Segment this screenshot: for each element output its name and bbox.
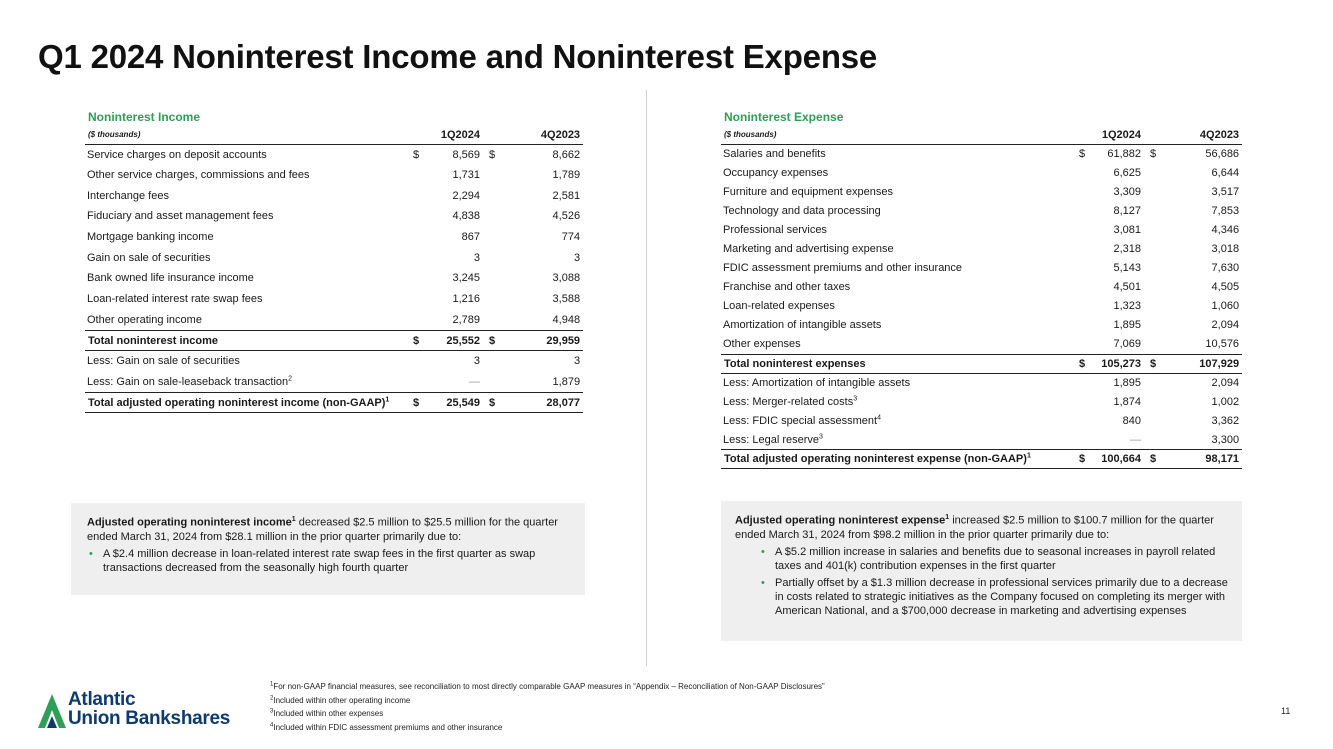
bullet-text: A $5.2 million increase in salaries and benefits due to seasonal increases in payroll related taxes and 401(k) contribution expenses in the first quarter bbox=[775, 545, 1216, 572]
column-divider bbox=[646, 90, 647, 666]
footnote-line bbox=[270, 694, 825, 708]
adjustment-row bbox=[721, 430, 1242, 449]
value-1q2024: 1,895 bbox=[1113, 319, 1141, 332]
value-4q2023: 2,094 bbox=[1211, 319, 1240, 332]
row-label: Loan-related expenses bbox=[723, 300, 835, 313]
footnote-number: 2 bbox=[270, 694, 274, 701]
value-1q2024: 3 bbox=[473, 251, 480, 264]
row-label: Total adjusted operating noninterest expense (non-GAAP)$^1$ bbox=[721, 450, 1073, 469]
value-1q2024: — bbox=[1130, 433, 1141, 446]
currency-symbol bbox=[1073, 335, 1097, 354]
value-4q2023: 98,171 bbox=[1174, 450, 1242, 469]
value-4q2023: 4,505 bbox=[1211, 281, 1240, 294]
currency-symbol: $ bbox=[489, 148, 496, 161]
logo-wordmark bbox=[68, 690, 230, 728]
value-1q2024: 3,309 bbox=[1113, 185, 1141, 198]
column-header-4q2023: 4Q2023 bbox=[1144, 126, 1242, 144]
row-label: Other expenses bbox=[723, 338, 801, 351]
value-1q2024: 5,143 bbox=[1113, 262, 1141, 275]
bullet-text: A $2.4 million decrease in loan-related interest rate swap fees in the first quarter as swap transactions decreased from the seasonally high fourth quarter bbox=[103, 547, 536, 574]
row-label: Bank owned life insurance income bbox=[87, 272, 254, 285]
value-4q2023: 2,581 bbox=[552, 189, 581, 202]
currency-symbol bbox=[407, 206, 427, 227]
footnote-text: Included within other expenses bbox=[273, 709, 384, 718]
value-4q2023: 4,948 bbox=[552, 313, 581, 326]
value-4q2023: 1,879 bbox=[552, 375, 581, 388]
table-row bbox=[721, 297, 1242, 316]
currency-symbol bbox=[407, 247, 427, 268]
currency-symbol bbox=[407, 310, 427, 331]
value-4q2023: 3,018 bbox=[1211, 243, 1240, 256]
row-label: Less: Merger-related costs$^3$ bbox=[723, 395, 858, 408]
footnote-text: For non-GAAP financial measures, see reconciliation to most directly comparable GAAP measures in “Appendix – Reconciliation of Non-GAAP Disclosures” bbox=[273, 682, 825, 691]
value-4q2023: 28,077 bbox=[503, 392, 583, 413]
footnotes bbox=[270, 680, 825, 734]
currency-symbol bbox=[483, 165, 503, 186]
currency-symbol bbox=[407, 165, 427, 186]
bullet-item bbox=[759, 545, 1228, 573]
column-header-1q2024: 1Q2024 bbox=[407, 126, 483, 144]
value-4q2023: 3,588 bbox=[552, 293, 581, 306]
row-label: Amortization of intangible assets bbox=[723, 319, 882, 332]
currency-symbol bbox=[1073, 163, 1097, 182]
currency-symbol bbox=[1144, 182, 1174, 201]
value-1q2024: 1,216 bbox=[452, 293, 480, 306]
table-row bbox=[85, 185, 583, 206]
currency-symbol bbox=[1073, 411, 1097, 430]
row-label: Less: Legal reserve$^3$ bbox=[723, 433, 823, 446]
currency-symbol bbox=[1144, 392, 1174, 411]
value-1q2024: 1,874 bbox=[1113, 395, 1141, 408]
value-4q2023: 3,362 bbox=[1211, 414, 1240, 427]
row-label: Gain on sale of securities bbox=[87, 251, 211, 264]
bullet-dot: • bbox=[89, 547, 93, 560]
row-label: Service charges on deposit accounts bbox=[87, 148, 267, 161]
footnote-marker: 3 bbox=[853, 395, 858, 403]
currency-symbol bbox=[1144, 220, 1174, 239]
value-1q2024: 100,664 bbox=[1097, 450, 1144, 469]
currency-symbol bbox=[407, 372, 427, 393]
row-label: Less: Gain on sale-leaseback transaction$^2$ bbox=[87, 375, 293, 388]
noninterest-income-table bbox=[85, 110, 583, 413]
income-note-text: decreased $2.5 million to $25.5 million for the quarter ended March 31, 2024 from $28.1 million in the prior quarter primarily due to: bbox=[87, 516, 558, 543]
row-label: FDIC assessment premiums and other insurance bbox=[723, 262, 963, 275]
table-heading: Noninterest Expense bbox=[724, 110, 844, 124]
bullet-dot: • bbox=[761, 545, 765, 558]
row-label: Salaries and benefits bbox=[723, 147, 826, 160]
value-1q2024: 61,882 bbox=[1107, 147, 1141, 160]
column-header-row bbox=[85, 126, 583, 144]
value-4q2023: 107,929 bbox=[1174, 354, 1242, 373]
value-1q2024: 1,731 bbox=[452, 169, 480, 182]
currency-symbol bbox=[1144, 239, 1174, 258]
value-1q2024: 1,895 bbox=[1113, 376, 1141, 389]
value-4q2023: 7,630 bbox=[1211, 262, 1240, 275]
currency-symbol bbox=[1073, 239, 1097, 258]
currency-symbol: $ bbox=[1073, 354, 1097, 373]
currency-symbol bbox=[1073, 220, 1097, 239]
currency-symbol: $ bbox=[483, 330, 503, 351]
value-4q2023: 1,060 bbox=[1211, 300, 1240, 313]
value-1q2024: 105,273 bbox=[1097, 354, 1144, 373]
noninterest-expense-table bbox=[721, 110, 1242, 469]
currency-symbol bbox=[407, 185, 427, 206]
units-label: ($ thousands) bbox=[721, 126, 1073, 144]
row-label: Marketing and advertising expense bbox=[723, 243, 894, 256]
table-row bbox=[85, 227, 583, 248]
value-4q2023: 3,517 bbox=[1211, 185, 1240, 198]
adjustment-row bbox=[721, 392, 1242, 411]
row-label: Professional services bbox=[723, 223, 827, 236]
adjustment-row bbox=[721, 373, 1242, 392]
currency-symbol bbox=[1073, 392, 1097, 411]
currency-symbol bbox=[1073, 297, 1097, 316]
currency-symbol: $ bbox=[413, 148, 420, 161]
expense-note-bullets bbox=[735, 545, 1228, 618]
row-label: Loan-related interest rate swap fees bbox=[87, 293, 263, 306]
footnote-marker: 2 bbox=[288, 375, 293, 382]
value-4q2023: 4,346 bbox=[1211, 223, 1240, 236]
expense-note-lead: Adjusted operating noninterest expense bbox=[735, 514, 946, 527]
currency-symbol bbox=[1144, 430, 1174, 449]
value-1q2024: 3 bbox=[473, 355, 480, 368]
row-label: Other service charges, commissions and fees bbox=[87, 169, 310, 182]
table-row bbox=[721, 239, 1242, 258]
footnote-line bbox=[270, 721, 825, 735]
logo-line-1: Atlantic bbox=[68, 689, 136, 710]
income-note-bullets bbox=[87, 547, 569, 575]
currency-symbol bbox=[1144, 163, 1174, 182]
currency-symbol bbox=[483, 310, 503, 331]
currency-symbol bbox=[1144, 201, 1174, 220]
table-row bbox=[721, 182, 1242, 201]
units-label: ($ thousands) bbox=[85, 126, 407, 144]
currency-symbol bbox=[407, 351, 427, 372]
table-row bbox=[721, 163, 1242, 182]
expense-note-lead-sup: 1 bbox=[945, 514, 950, 521]
table-heading: Noninterest Income bbox=[88, 110, 201, 124]
value-4q2023: 1,002 bbox=[1211, 395, 1240, 408]
currency-symbol bbox=[1144, 278, 1174, 297]
value-4q2023: 1,789 bbox=[552, 169, 581, 182]
value-1q2024: 4,501 bbox=[1113, 281, 1141, 294]
currency-symbol bbox=[483, 185, 503, 206]
value-1q2024: 840 bbox=[1122, 414, 1141, 427]
footnote-text: Included within other operating income bbox=[273, 695, 411, 705]
row-label: Franchise and other taxes bbox=[723, 281, 851, 294]
currency-symbol bbox=[1073, 430, 1097, 449]
logo-mountain-icon bbox=[38, 694, 66, 728]
column-header-row bbox=[721, 126, 1242, 144]
value-1q2024: 4,838 bbox=[452, 210, 480, 223]
value-1q2024: 2,294 bbox=[452, 189, 480, 202]
value-4q2023: 4,526 bbox=[552, 210, 581, 223]
value-4q2023: 6,644 bbox=[1211, 166, 1240, 179]
currency-symbol bbox=[1073, 373, 1097, 392]
footnote-number: 1 bbox=[270, 681, 274, 688]
table-row bbox=[721, 201, 1242, 220]
adjusted-total-row bbox=[85, 392, 583, 413]
total-row bbox=[721, 354, 1242, 373]
row-label: Less: FDIC special assessment$^4$ bbox=[723, 414, 881, 427]
row-label: Total noninterest expenses bbox=[721, 354, 1073, 373]
currency-symbol: $ bbox=[407, 330, 427, 351]
value-1q2024: 2,789 bbox=[452, 313, 480, 326]
footnote-marker: 1 bbox=[385, 395, 390, 403]
company-logo bbox=[38, 690, 258, 734]
row-label: Mortgage banking income bbox=[87, 231, 214, 244]
value-4q2023: 29,959 bbox=[503, 330, 583, 351]
table-row bbox=[721, 144, 1242, 163]
currency-symbol bbox=[483, 268, 503, 289]
table-row bbox=[721, 220, 1242, 239]
table-row bbox=[721, 335, 1242, 354]
currency-symbol bbox=[407, 289, 427, 310]
value-1q2024: 8,569 bbox=[452, 148, 480, 161]
currency-symbol: $ bbox=[407, 392, 427, 413]
currency-symbol bbox=[1144, 316, 1174, 335]
currency-symbol bbox=[1144, 373, 1174, 392]
footnote-line bbox=[270, 707, 825, 721]
row-label: Technology and data processing bbox=[723, 204, 881, 217]
expense-commentary-box bbox=[721, 501, 1242, 641]
value-1q2024: 3,081 bbox=[1113, 223, 1141, 236]
row-label: Fiduciary and asset management fees bbox=[87, 210, 274, 223]
logo-line-2: Union Bankshares bbox=[68, 708, 231, 729]
income-note-lead-sup: 1 bbox=[291, 516, 296, 523]
income-commentary-box bbox=[71, 503, 585, 595]
row-label: Less: Amortization of intangible assets bbox=[723, 376, 911, 389]
table-row bbox=[85, 144, 583, 165]
currency-symbol bbox=[1073, 278, 1097, 297]
footnote-number: 3 bbox=[270, 708, 274, 715]
value-1q2024: 25,552 bbox=[427, 330, 483, 351]
row-label: Furniture and equipment expenses bbox=[723, 185, 893, 198]
value-1q2024: 2,318 bbox=[1113, 243, 1141, 256]
value-1q2024: 7,069 bbox=[1113, 338, 1141, 351]
value-1q2024: — bbox=[469, 375, 480, 388]
footnote-text: Included within FDIC assessment premiums and other insurance bbox=[273, 722, 503, 732]
value-1q2024: 25,549 bbox=[427, 392, 483, 413]
income-note-lead: Adjusted operating noninterest income bbox=[87, 516, 292, 529]
value-4q2023: 3 bbox=[573, 355, 581, 368]
adjustment-row bbox=[85, 372, 583, 393]
currency-symbol bbox=[483, 227, 503, 248]
currency-symbol bbox=[1073, 201, 1097, 220]
table-row bbox=[85, 289, 583, 310]
table-row bbox=[85, 310, 583, 331]
currency-symbol bbox=[1073, 316, 1097, 335]
value-4q2023: 3 bbox=[573, 251, 581, 264]
currency-symbol: $ bbox=[1144, 354, 1174, 373]
currency-symbol bbox=[483, 247, 503, 268]
footnote-marker: 4 bbox=[877, 414, 881, 422]
row-label: Total noninterest income bbox=[85, 330, 407, 351]
table-row bbox=[85, 165, 583, 186]
value-4q2023: 3,300 bbox=[1211, 433, 1240, 446]
bullet-dot: • bbox=[761, 576, 765, 589]
row-label: Total adjusted operating noninterest income (non-GAAP)$^1$ bbox=[85, 392, 407, 413]
table-row bbox=[85, 268, 583, 289]
table-row bbox=[85, 206, 583, 227]
row-label: Occupancy expenses bbox=[723, 166, 829, 179]
value-1q2024: 8,127 bbox=[1113, 204, 1141, 217]
page-number: 11 bbox=[1281, 706, 1291, 716]
currency-symbol: $ bbox=[1079, 147, 1086, 160]
value-4q2023: 774 bbox=[561, 231, 581, 244]
currency-symbol: $ bbox=[1144, 450, 1174, 469]
footnote-number: 4 bbox=[270, 721, 274, 728]
footnote-marker: 3 bbox=[819, 433, 823, 441]
currency-symbol: $ bbox=[483, 392, 503, 413]
currency-symbol bbox=[1073, 182, 1097, 201]
value-1q2024: 867 bbox=[461, 231, 480, 244]
row-label: Less: Gain on sale of securities bbox=[87, 355, 240, 368]
value-4q2023: 8,662 bbox=[552, 148, 581, 161]
column-header-1q2024: 1Q2024 bbox=[1073, 126, 1144, 144]
adjustment-row bbox=[85, 351, 583, 372]
total-row bbox=[85, 330, 583, 351]
expense-note-text: increased $2.5 million to $100.7 million for the quarter ended March 31, 2024 from $98.2 million in the prior quarter primarily due to: bbox=[735, 514, 1214, 541]
value-1q2024: 1,323 bbox=[1113, 300, 1141, 313]
table-row bbox=[721, 259, 1242, 278]
bullet-text: Partially offset by a $1.3 million decrease in professional services primarily due to a decrease in costs related to strategic initiatives as the Company focused on completing its merger with American National, and a $700,000 decrease in marketing and advertising expenses bbox=[775, 576, 1228, 617]
value-4q2023: 56,686 bbox=[1205, 147, 1240, 160]
column-header-4q2023: 4Q2023 bbox=[483, 126, 583, 144]
row-label: Interchange fees bbox=[87, 189, 169, 202]
table-heading-row bbox=[721, 110, 1242, 126]
currency-symbol bbox=[1144, 411, 1174, 430]
currency-symbol bbox=[483, 289, 503, 310]
footnote-marker: 1 bbox=[1026, 452, 1031, 460]
table-row bbox=[721, 316, 1242, 335]
adjustment-row bbox=[721, 411, 1242, 430]
value-4q2023: 2,094 bbox=[1211, 376, 1240, 389]
currency-symbol bbox=[1073, 259, 1097, 278]
table-heading-row bbox=[85, 110, 583, 126]
footnote-line bbox=[270, 680, 825, 694]
value-4q2023: 3,088 bbox=[552, 272, 581, 285]
value-4q2023: 10,576 bbox=[1205, 338, 1240, 351]
currency-symbol: $ bbox=[1073, 450, 1097, 469]
value-1q2024: 3,245 bbox=[452, 272, 480, 285]
adjusted-total-row bbox=[721, 450, 1242, 469]
value-4q2023: 7,853 bbox=[1211, 204, 1240, 217]
currency-symbol bbox=[483, 206, 503, 227]
currency-symbol bbox=[1144, 297, 1174, 316]
bullet-item bbox=[759, 576, 1228, 618]
currency-symbol bbox=[483, 372, 503, 393]
page-title: Q1 2024 Noninterest Income and Noninterest Expense bbox=[38, 38, 878, 75]
currency-symbol bbox=[407, 268, 427, 289]
bullet-item bbox=[87, 547, 569, 575]
currency-symbol bbox=[407, 227, 427, 248]
table-row bbox=[85, 247, 583, 268]
currency-symbol: $ bbox=[1150, 147, 1157, 160]
value-1q2024: 6,625 bbox=[1113, 166, 1141, 179]
currency-symbol bbox=[483, 351, 503, 372]
currency-symbol bbox=[1144, 259, 1174, 278]
row-label: Other operating income bbox=[87, 313, 202, 326]
table-row bbox=[721, 278, 1242, 297]
currency-symbol bbox=[1144, 335, 1174, 354]
